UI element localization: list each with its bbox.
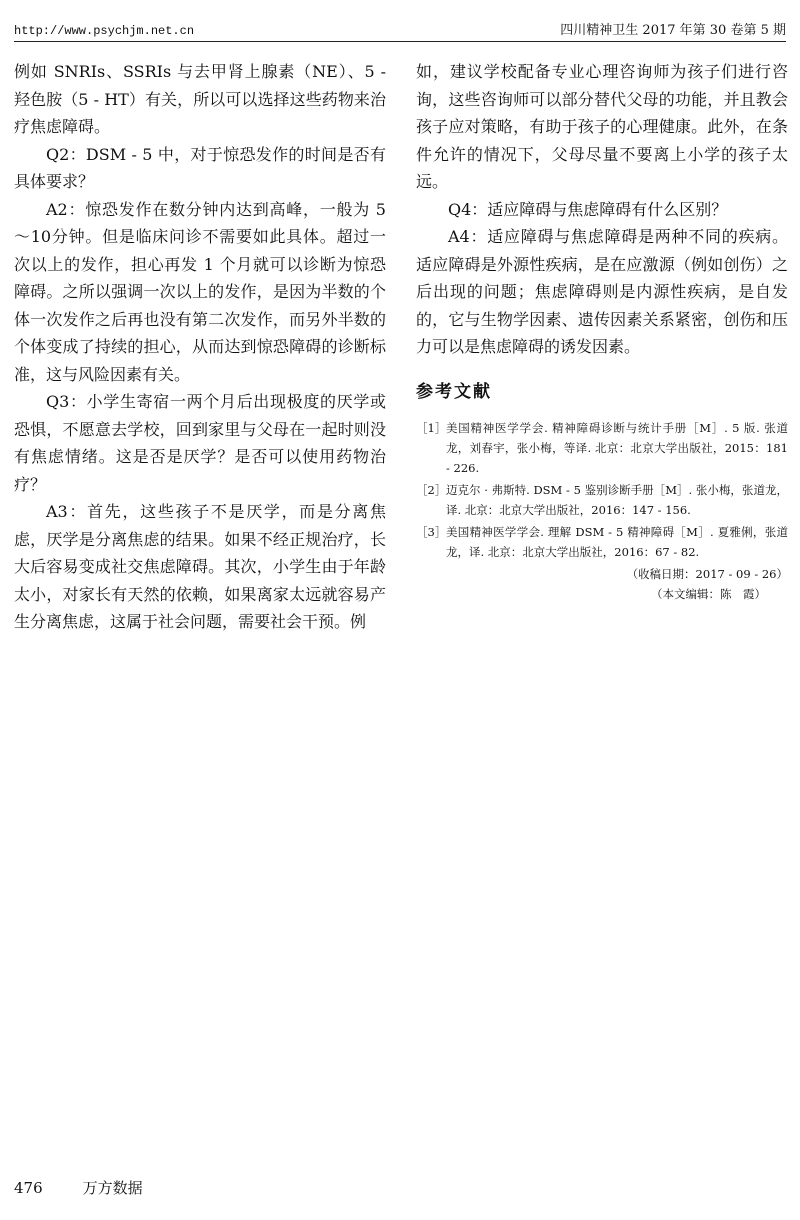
answer-a2: A2：惊恐发作在数分钟内达到高峰，一般为 5～10分钟。但是临床问诊不需要如此具体。超过一次以上的发作，担心再发 1 个月就可以诊断为惊恐障碍。之所以强调一次以上的发作，是因为半数的个体一次发作之后再也没有第二次发作，而另外半数的个体变成了持续的担心，从而达到惊恐障碍的诊断标准，这与风险因素有关。 [14,199,386,384]
reference-text: 美国精神医学学会. 理解 DSM - 5 精神障碍［M］. 夏雅俐，张道龙，译. 北京：北京大学出版社，2016：67 - 82. [446,525,788,559]
page-number: 476 [14,1179,43,1197]
paragraph-continued: 例如 SNRIs、SSRIs 与去甲肾上腺素（NE）、5 - 羟色胺（5 - HT）有关，所以可以选择这些药物来治疗焦虑障碍。 [14,62,386,136]
reference-text: 美国精神医学学会. 精神障碍诊断与统计手册［M］. 5 版. 张道龙，刘春宇，张小梅，等译. 北京：北京大学出版社，2015：181 - 226. [446,421,788,475]
page-header [14,18,786,42]
wanfang-watermark: 万方数据 [82,1179,143,1197]
question-q3: Q3：小学生寄宿一两个月后出现极度的厌学或恐惧，不愿意去学校，回到家里与父母在一起时则没有焦虑情绪。这是否是厌学？是否可以使用药物治疗？ [14,392,386,494]
journal-issue: 四川精神卫生 2017 年第 30 卷第 5 期 [560,23,786,38]
answer-a4: A4：适应障碍与焦虑障碍是两种不同的疾病。适应障碍是外源性疾病，是在应激源（例如创伤）之后出现的问题；焦虑障碍则是内源性疾病，是自发的，它与生物学因素、遗传因素关系紧密，创伤和压力可以是焦虑障碍的诱发因素。 [416,227,788,356]
page-footer [14,1177,143,1198]
paragraph-continued-right: 如，建议学校配备专业心理咨询师为孩子们进行咨询，这些咨询师可以部分替代父母的功能，并且教会孩子应对策略，有助于孩子的心理健康。此外，在条件允许的情况下，父母尽量不要离上小学的孩子太远。 [416,62,788,191]
reference-number: ［3］ [416,525,447,539]
references-title: 参考文献 [416,381,492,402]
answer-a3: A3：首先，这些孩子不是厌学，而是分离焦虑，厌学是分离焦虑的结果。如果不经正规治疗，长大后容易变成社交焦虑障碍。其次，小学生由于年龄太小，对家长有天然的依赖，如果离家太远就容易产生分离焦虑，这属于社会问题，需要社会干预。例 [14,502,386,631]
question-q4: Q4：适应障碍与焦虑障碍有什么区别？ [448,199,728,219]
editor-credit: （本文编辑：陈 霞） [651,587,766,601]
reference-item [416,522,788,562]
reference-item [416,418,788,478]
question-q2: Q2：DSM - 5 中，对于惊恐发作的时间是否有具体要求？ [14,144,386,191]
reference-item [416,480,788,520]
received-date: （收稿日期：2017 - 09 - 26） [626,567,788,581]
right-column [416,58,788,604]
reference-number: ［2］ [416,483,447,497]
reference-text: 迈克尔 · 弗斯特. DSM - 5 鉴别诊断手册［M］. 张小梅，张道龙，译. 北京：北京大学出版社，2016：147 - 156. [446,483,788,517]
left-column [14,58,386,636]
journal-url[interactable]: http://www.psychjm.net.cn [14,24,195,38]
reference-number: ［1］ [416,421,447,435]
